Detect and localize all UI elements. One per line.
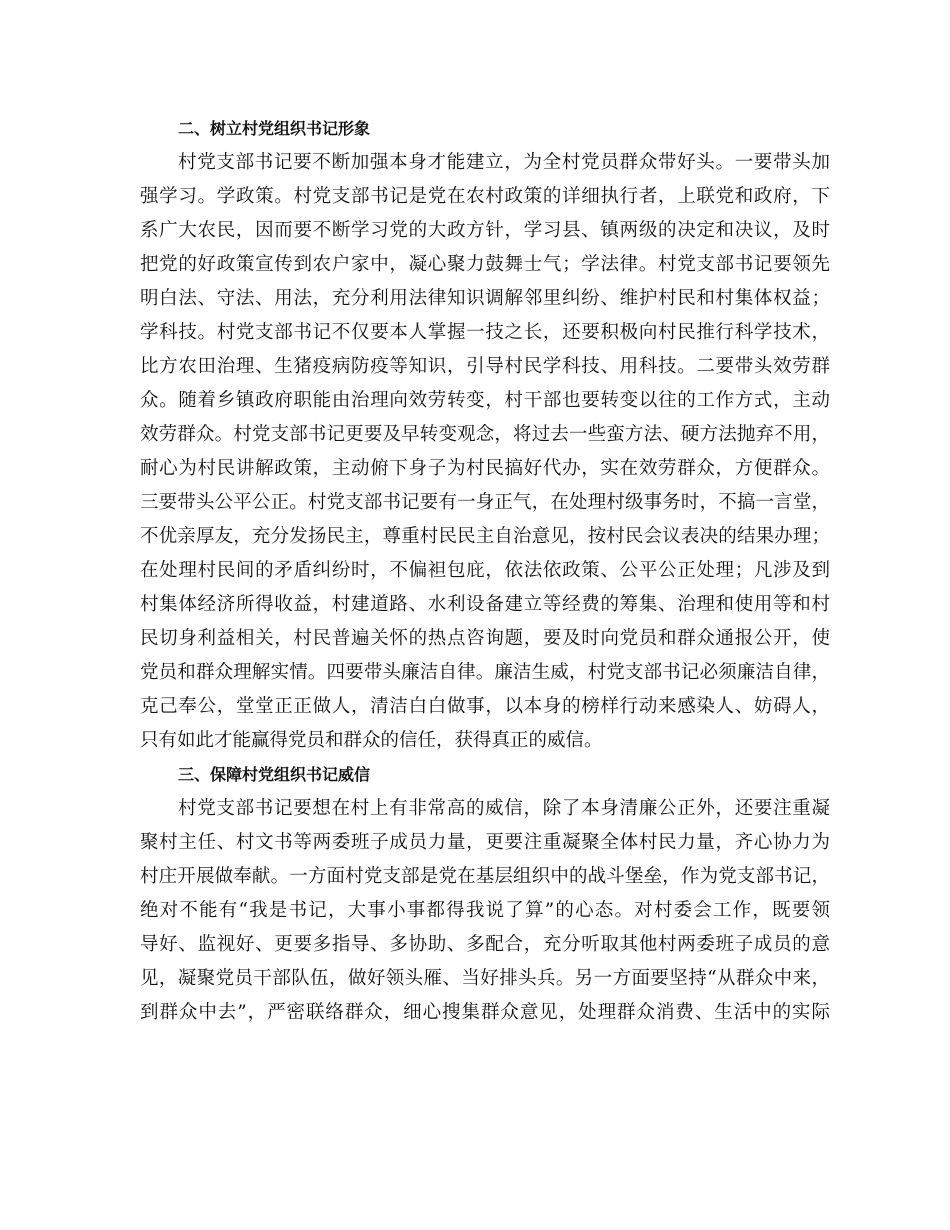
paragraph-line: 只有如此才能赢得党员和群众的信任，获得真正的威信。 <box>140 730 603 751</box>
paragraph-line: 把党的好政策宣传到农户家中，凝心聚力鼓舞士气；学法律。村党支部书记要领先 <box>140 254 830 275</box>
paragraph-line: 见，凝聚党员干部队伍，做好领头雁、当好排头兵。另一方面要坚持“从群众中来， <box>140 968 830 989</box>
paragraph-line: 导好、监视好、更要多指导、多协助、多配合，充分听取其他村两委班子成员的意 <box>140 934 830 955</box>
paragraph-line: 村庄开展做奉献。一方面村党支部是党在基层组织中的战斗堡垒，作为党支部书记， <box>140 866 830 887</box>
section-heading-3: 三、保障村党组织书记威信 <box>178 765 371 784</box>
paragraph-line: 在处理村民间的矛盾纠纷时，不偏袒包庇，依法依政策、公平公正处理；凡涉及到 <box>140 560 830 581</box>
paragraph-line: 村集体经济所得收益，村建道路、水利设备建立等经费的筹集、治理和使用等和村 <box>140 594 830 615</box>
paragraph-line: 明白法、守法、用法，充分利用法律知识调解邻里纠纷、维护村民和村集体权益； <box>140 288 830 309</box>
paragraph-line: 到群众中去”，严密联络群众，细心搜集群众意见，处理群众消费、生活中的实际 <box>140 1002 830 1023</box>
paragraph-line: 村党支部书记要不断加强本身才能建立，为全村党员群众带好头。一要带头加 <box>178 152 830 173</box>
paragraph-line: 不优亲厚友，充分发扬民主，尊重村民民主自治意见，按村民会议表决的结果办理； <box>140 526 830 547</box>
paragraph-line: 强学习。学政策。村党支部书记是党在农村政策的详细执行者，上联党和政府，下 <box>140 186 830 207</box>
section-2-paragraph <box>140 146 830 758</box>
paragraph-line: 比方农田治理、生猪疫病防疫等知识，引导村民学科技、用科技。二要带头效劳群 <box>140 356 830 377</box>
paragraph-line: 三要带头公平公正。村党支部书记要有一身正气，在处理村级事务时，不搞一言堂， <box>140 492 830 513</box>
section-3-paragraph <box>140 792 830 1030</box>
paragraph-line: 村党支部书记要想在村上有非常高的威信，除了本身清廉公正外，还要注重凝 <box>178 798 830 819</box>
paragraph-line: 学科技。村党支部书记不仅要本人掌握一技之长，还要积极向村民推行科学技术， <box>140 322 830 343</box>
paragraph-line: 效劳群众。村党支部书记更要及早转变观念，将过去一些蛮方法、硬方法抛弃不用， <box>140 424 830 445</box>
section-heading-2: 二、树立村党组织书记形象 <box>178 119 371 138</box>
paragraph-line: 党员和群众理解实情。四要带头廉洁自律。廉洁生威，村党支部书记必须廉洁自律， <box>140 662 830 683</box>
paragraph-line: 系广大农民，因而要不断学习党的大政方针，学习县、镇两级的决定和决议，及时 <box>140 220 830 241</box>
document-body <box>140 112 830 1030</box>
paragraph-line: 众。随着乡镇政府职能由治理向效劳转变，村干部也要转变以往的工作方式，主动 <box>140 390 830 411</box>
paragraph-line: 聚村主任、村文书等两委班子成员力量，更要注重凝聚全体村民力量，齐心协力为 <box>140 832 830 853</box>
paragraph-line: 克己奉公，堂堂正正做人，清洁白白做事，以本身的榜样行动来感染人、妨碍人， <box>140 696 830 717</box>
paragraph-line: 绝对不能有“我是书记，大事小事都得我说了算”的心态。对村委会工作，既要领 <box>140 900 830 921</box>
paragraph-line: 民切身利益相关，村民普遍关怀的热点咨询题，要及时向党员和群众通报公开，使 <box>140 628 830 649</box>
paragraph-line: 耐心为村民讲解政策，主动俯下身子为村民搞好代办，实在效劳群众，方便群众。 <box>140 458 830 479</box>
